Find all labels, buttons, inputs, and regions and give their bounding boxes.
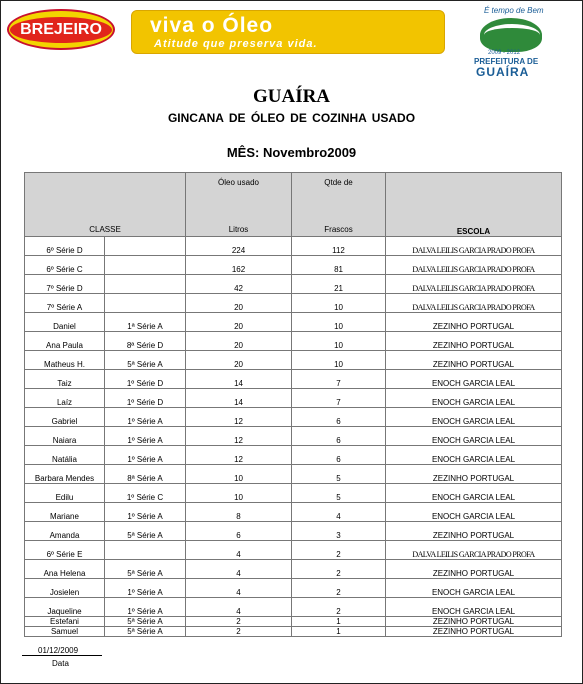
month-label: MÊS: Novembro2009 bbox=[226, 145, 357, 160]
cell-serie: 5ª Série A bbox=[105, 617, 186, 627]
table-row bbox=[25, 427, 562, 446]
cell-frascos: 4 bbox=[292, 503, 386, 522]
cell-serie: 5ª Série A bbox=[105, 560, 186, 579]
cell-serie: 1º Série D bbox=[105, 389, 186, 408]
cell-serie: 8ª Série A bbox=[105, 465, 186, 484]
report-date-label: Data bbox=[52, 659, 69, 668]
cell-litros: 42 bbox=[186, 275, 292, 294]
header-oleo-usado: Óleo usado bbox=[218, 178, 259, 187]
guaira-logo-tagline: É tempo de Bem bbox=[484, 6, 544, 15]
date-signature-line bbox=[22, 655, 102, 656]
cell-escola: ZEZINHO PORTUGAL bbox=[386, 522, 562, 541]
cell-serie bbox=[105, 237, 186, 256]
cell-frascos: 10 bbox=[292, 294, 386, 313]
table-row bbox=[25, 484, 562, 503]
results-table bbox=[24, 172, 562, 637]
cell-serie: 1º Série A bbox=[105, 503, 186, 522]
guaira-logo-years: 2009 - 2012 bbox=[488, 50, 521, 56]
table-row bbox=[25, 294, 562, 313]
brejeiro-logo-text: BREJEIRO bbox=[10, 17, 112, 43]
cell-frascos: 3 bbox=[292, 522, 386, 541]
cell-escola: ENOCH GARCIA LEAL bbox=[386, 503, 562, 522]
cell-classe: Laíz bbox=[25, 389, 105, 408]
cell-classe: Ana Helena bbox=[25, 560, 105, 579]
cell-frascos: 1 bbox=[292, 627, 386, 637]
cell-litros: 2 bbox=[186, 617, 292, 627]
cell-serie: 8ª Série D bbox=[105, 332, 186, 351]
table-row bbox=[25, 627, 562, 637]
table-row bbox=[25, 332, 562, 351]
cell-frascos: 112 bbox=[292, 237, 386, 256]
cell-escola: DALVA LEILIS GARCIA PRADO PROFA bbox=[386, 541, 562, 560]
guaira-logo-name-line1: PREFEITURA DE bbox=[474, 57, 539, 66]
cell-escola: ENOCH GARCIA LEAL bbox=[386, 389, 562, 408]
cell-frascos: 2 bbox=[292, 541, 386, 560]
results-table-body bbox=[25, 173, 562, 637]
cell-escola: ZEZINHO PORTUGAL bbox=[386, 617, 562, 627]
table-header-row bbox=[25, 173, 562, 237]
report-date: 01/12/2009 bbox=[38, 646, 79, 655]
table-row bbox=[25, 598, 562, 617]
header-oleo-litros bbox=[186, 173, 292, 237]
header-escola: ESCOLA bbox=[386, 173, 562, 237]
cell-classe: 7º Série D bbox=[25, 275, 105, 294]
cell-frascos: 7 bbox=[292, 370, 386, 389]
cell-classe: 6º Série C bbox=[25, 256, 105, 275]
cell-classe: Gabriel bbox=[25, 408, 105, 427]
cell-frascos: 6 bbox=[292, 427, 386, 446]
cell-classe: Josielen bbox=[25, 579, 105, 598]
cell-classe: 6º Série D bbox=[25, 237, 105, 256]
cell-serie: 5ª Série A bbox=[105, 522, 186, 541]
cell-escola: ZEZINHO PORTUGAL bbox=[386, 313, 562, 332]
header-litros: Litros bbox=[228, 225, 249, 234]
cell-classe: Edilu bbox=[25, 484, 105, 503]
cell-serie bbox=[105, 275, 186, 294]
cell-frascos: 10 bbox=[292, 313, 386, 332]
cell-litros: 20 bbox=[186, 351, 292, 370]
table-row bbox=[25, 522, 562, 541]
cell-classe: Estefani bbox=[25, 617, 105, 627]
table-row bbox=[25, 256, 562, 275]
cell-escola: ZEZINHO PORTUGAL bbox=[386, 627, 562, 637]
table-row bbox=[25, 446, 562, 465]
brejeiro-logo bbox=[7, 9, 115, 50]
cell-escola: ENOCH GARCIA LEAL bbox=[386, 446, 562, 465]
cell-serie: 1º Série A bbox=[105, 446, 186, 465]
cell-serie: 1º Série A bbox=[105, 427, 186, 446]
cell-classe: Daniel bbox=[25, 313, 105, 332]
table-row bbox=[25, 351, 562, 370]
cell-escola: ENOCH GARCIA LEAL bbox=[386, 408, 562, 427]
table-row bbox=[25, 465, 562, 484]
table-row bbox=[25, 313, 562, 332]
cell-escola: ENOCH GARCIA LEAL bbox=[386, 427, 562, 446]
cell-classe: Ana Paula bbox=[25, 332, 105, 351]
cell-frascos: 1 bbox=[292, 617, 386, 627]
cell-litros: 14 bbox=[186, 389, 292, 408]
cell-litros: 8 bbox=[186, 503, 292, 522]
cell-litros: 10 bbox=[186, 465, 292, 484]
cell-frascos: 5 bbox=[292, 465, 386, 484]
cell-litros: 12 bbox=[186, 446, 292, 465]
table-row bbox=[25, 503, 562, 522]
cell-litros: 20 bbox=[186, 332, 292, 351]
cell-serie: 1º Série C bbox=[105, 484, 186, 503]
cell-frascos: 5 bbox=[292, 484, 386, 503]
cell-serie: 1º Série D bbox=[105, 370, 186, 389]
table-row bbox=[25, 370, 562, 389]
cell-classe: Samuel bbox=[25, 627, 105, 637]
guaira-emblem-arc-icon bbox=[484, 24, 540, 46]
table-row bbox=[25, 408, 562, 427]
cell-classe: 7º Série A bbox=[25, 294, 105, 313]
table-row bbox=[25, 275, 562, 294]
cell-litros: 12 bbox=[186, 408, 292, 427]
cell-frascos: 6 bbox=[292, 408, 386, 427]
cell-frascos: 2 bbox=[292, 560, 386, 579]
cell-classe: Jaqueline bbox=[25, 598, 105, 617]
cell-serie bbox=[105, 541, 186, 560]
cell-serie: 1º Série A bbox=[105, 598, 186, 617]
page-title: GUAÍRA bbox=[252, 86, 331, 107]
cell-serie: 1ª Série A bbox=[105, 313, 186, 332]
page-subtitle: GINCANA DE ÓLEO DE COZINHA USADO bbox=[167, 111, 416, 125]
cell-classe: Amanda bbox=[25, 522, 105, 541]
viva-o-oleo-title: viva o Óleo bbox=[150, 14, 274, 37]
cell-litros: 14 bbox=[186, 370, 292, 389]
prefeitura-guaira-logo bbox=[466, 6, 550, 79]
cell-classe: Natália bbox=[25, 446, 105, 465]
cell-escola: ENOCH GARCIA LEAL bbox=[386, 579, 562, 598]
cell-frascos: 2 bbox=[292, 598, 386, 617]
cell-escola: ENOCH GARCIA LEAL bbox=[386, 598, 562, 617]
cell-litros: 4 bbox=[186, 579, 292, 598]
cell-serie: 5ª Série A bbox=[105, 627, 186, 637]
cell-escola: ENOCH GARCIA LEAL bbox=[386, 484, 562, 503]
cell-litros: 6 bbox=[186, 522, 292, 541]
guaira-logo-name-line2: GUAÍRA bbox=[476, 65, 530, 79]
header-classe: CLASSE bbox=[25, 173, 186, 237]
cell-litros: 4 bbox=[186, 560, 292, 579]
viva-o-oleo-logo bbox=[131, 10, 445, 54]
cell-frascos: 7 bbox=[292, 389, 386, 408]
cell-serie bbox=[105, 294, 186, 313]
cell-serie: 1º Série A bbox=[105, 579, 186, 598]
cell-classe: Taiz bbox=[25, 370, 105, 389]
cell-litros: 162 bbox=[186, 256, 292, 275]
cell-escola: DALVA LEILIS GARCIA PRADO PROFA bbox=[386, 256, 562, 275]
table-row bbox=[25, 237, 562, 256]
cell-classe: 6º Série E bbox=[25, 541, 105, 560]
cell-frascos: 6 bbox=[292, 446, 386, 465]
header-frascos: Frascos bbox=[324, 225, 353, 234]
cell-litros: 4 bbox=[186, 541, 292, 560]
table-row bbox=[25, 579, 562, 598]
table-row bbox=[25, 560, 562, 579]
cell-litros: 20 bbox=[186, 313, 292, 332]
cell-escola: DALVA LEILIS GARCIA PRADO PROFA bbox=[386, 237, 562, 256]
cell-escola: DALVA LEILIS GARCIA PRADO PROFA bbox=[386, 275, 562, 294]
cell-frascos: 10 bbox=[292, 351, 386, 370]
cell-frascos: 10 bbox=[292, 332, 386, 351]
cell-serie bbox=[105, 256, 186, 275]
cell-escola: ZEZINHO PORTUGAL bbox=[386, 560, 562, 579]
cell-litros: 12 bbox=[186, 427, 292, 446]
cell-litros: 4 bbox=[186, 598, 292, 617]
cell-frascos: 21 bbox=[292, 275, 386, 294]
table-row bbox=[25, 617, 562, 627]
cell-serie: 5ª Série A bbox=[105, 351, 186, 370]
cell-classe: Barbara Mendes bbox=[25, 465, 105, 484]
table-row bbox=[25, 541, 562, 560]
cell-serie: 1º Série A bbox=[105, 408, 186, 427]
cell-classe: Mariane bbox=[25, 503, 105, 522]
cell-litros: 20 bbox=[186, 294, 292, 313]
cell-frascos: 2 bbox=[292, 579, 386, 598]
cell-escola: DALVA LEILIS GARCIA PRADO PROFA bbox=[386, 294, 562, 313]
header-qtde-frascos bbox=[292, 173, 386, 237]
header-qtde-de: Qtde de bbox=[324, 178, 353, 187]
cell-frascos: 81 bbox=[292, 256, 386, 275]
cell-litros: 10 bbox=[186, 484, 292, 503]
cell-escola: ZEZINHO PORTUGAL bbox=[386, 351, 562, 370]
cell-escola: ENOCH GARCIA LEAL bbox=[386, 370, 562, 389]
cell-escola: ZEZINHO PORTUGAL bbox=[386, 332, 562, 351]
table-row bbox=[25, 389, 562, 408]
cell-litros: 2 bbox=[186, 627, 292, 637]
viva-o-oleo-slogan: Atitude que preserva vida. bbox=[154, 38, 318, 50]
cell-classe: Matheus H. bbox=[25, 351, 105, 370]
cell-litros: 224 bbox=[186, 237, 292, 256]
cell-escola: ZEZINHO PORTUGAL bbox=[386, 465, 562, 484]
cell-classe: Naiara bbox=[25, 427, 105, 446]
